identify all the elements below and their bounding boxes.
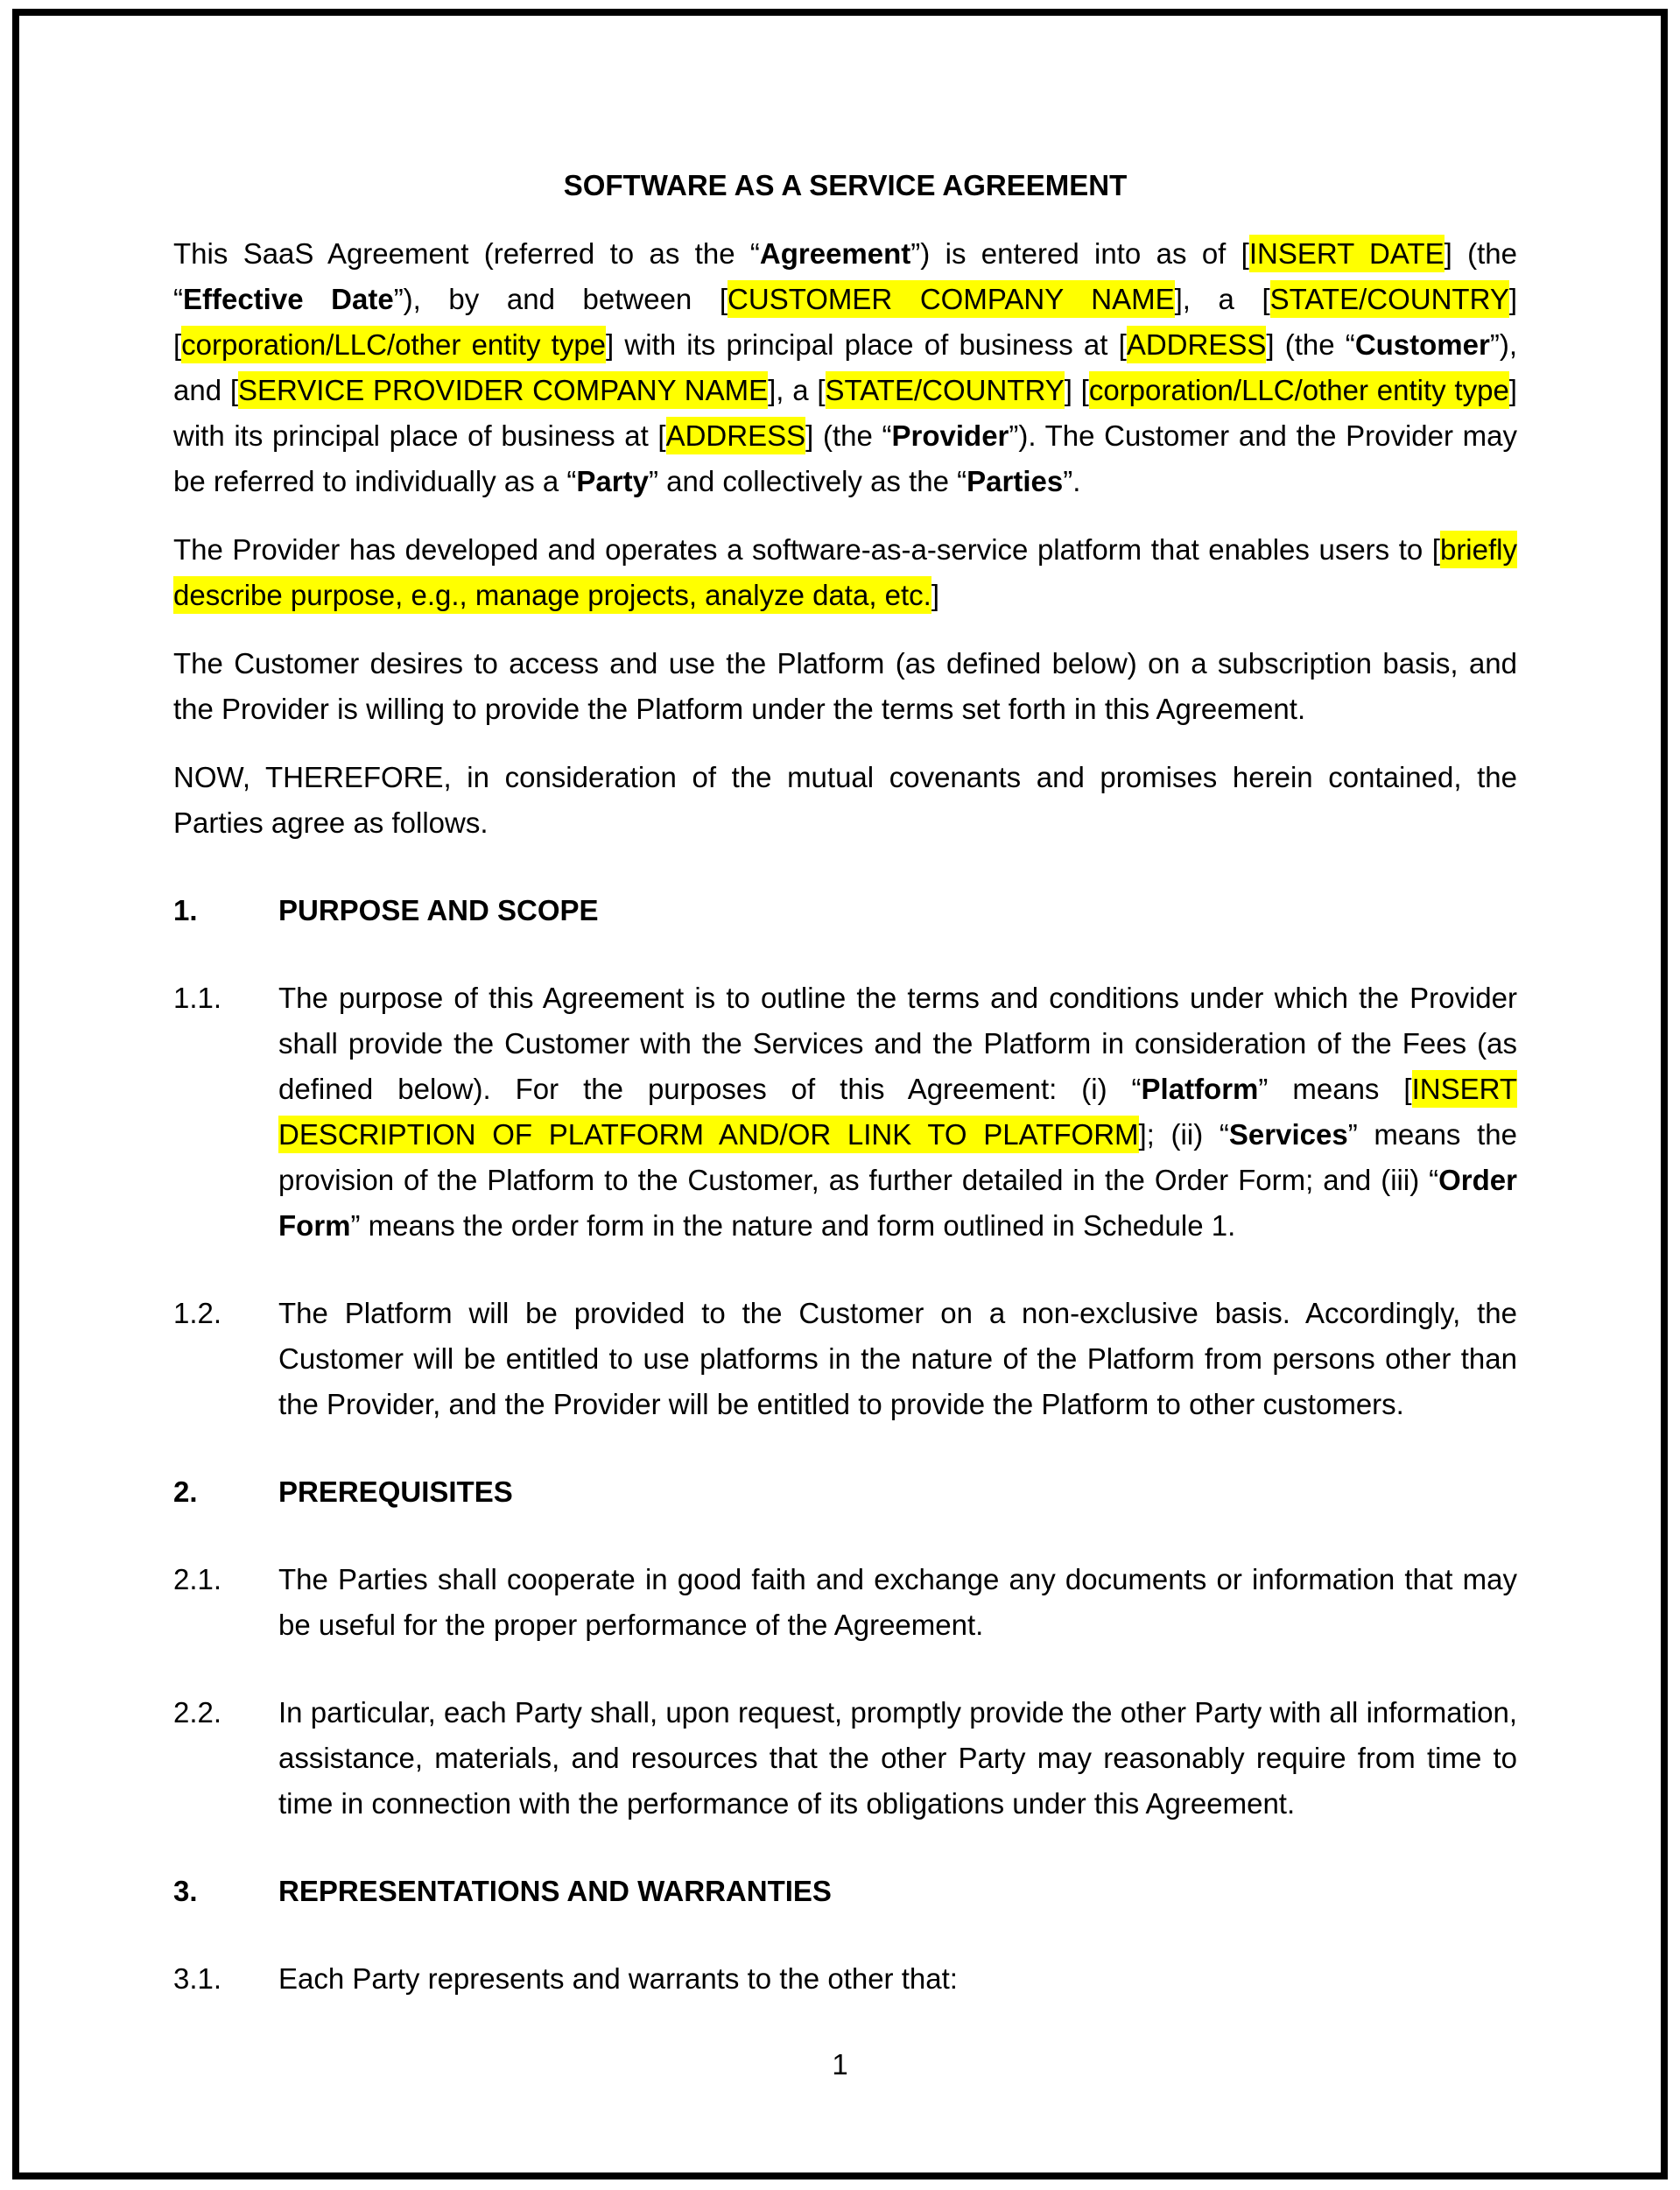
clause-3-1 <box>173 1956 1517 2002</box>
clause-number: 1.2. <box>173 1297 222 1329</box>
placeholder-highlight: corporation/LLC/other entity type <box>1089 371 1509 409</box>
section-heading-text: PURPOSE AND SCOPE <box>278 894 599 926</box>
placeholder-highlight: SERVICE PROVIDER COMPANY NAME <box>238 371 768 409</box>
placeholder-highlight: INSERT DATE <box>1249 235 1445 272</box>
body-text: The Provider has developed and operates a software-as-a-service platform that enables users to [ <box>173 533 1440 566</box>
body-text: ] (the “ <box>1266 328 1355 361</box>
body-text: The Parties shall cooperate in good faith and exchange any documents or information that may be useful for the proper performance of the Agreement. <box>278 1563 1517 1641</box>
placeholder-highlight: corporation/LLC/other entity type <box>181 326 606 363</box>
body-text: ”), by and between [ <box>393 283 728 315</box>
body-text: ] (the “ <box>805 419 892 452</box>
body-text: This SaaS Agreement (referred to as the “ <box>173 237 760 270</box>
body-text: The Platform will be provided to the Customer on a non-exclusive basis. Accordingly, the Customer will be entitled to use platforms in the nature of the Platform from persons other than the Provider, and the Provider will be entitled to provide the Platform to other customers. <box>278 1297 1517 1420</box>
document-title: SOFTWARE AS A SERVICE AGREEMENT <box>563 169 1128 201</box>
body-text: ], a [ <box>1174 283 1270 315</box>
clause-number: 1. <box>173 894 198 926</box>
defined-term: Order Form <box>278 1164 1517 1242</box>
section-heading-text: REPRESENTATIONS AND WARRANTIES <box>278 1875 832 1907</box>
section-heading-2 <box>173 1469 1517 1515</box>
body-text: ] <box>931 579 940 611</box>
body-text: Each Party represents and warrants to the other that: <box>278 1962 958 1995</box>
section-heading-1 <box>173 888 1517 933</box>
body-text: ] [ <box>1064 374 1089 406</box>
body-text: ” means the order form in the nature and form outlined in Schedule 1. <box>350 1209 1236 1242</box>
body-text: In particular, each Party shall, upon request, promptly provide the other Party with all information, assistance, materials, and resources that the other Party may reasonably require from time to time in connection with the performance of its obligations under this Agreement. <box>278 1696 1517 1820</box>
placeholder-highlight: CUSTOMER COMPANY NAME <box>728 280 1175 318</box>
placeholder-highlight: ADDRESS <box>1127 326 1267 363</box>
body-text: ”) is entered into as of [ <box>910 237 1249 270</box>
body-text: ], a [ <box>768 374 826 406</box>
defined-term: Parties <box>967 465 1064 497</box>
clause-number: 2. <box>173 1475 198 1508</box>
placeholder-highlight: STATE/COUNTRY <box>1270 280 1509 318</box>
page-number: 1 <box>832 2048 848 2081</box>
clause-number: 3. <box>173 1875 198 1907</box>
intro-paragraph-2 <box>173 527 1517 618</box>
body-text: ] (the “ <box>173 237 1517 315</box>
intro-paragraph-4 <box>173 755 1517 846</box>
placeholder-highlight: INSERT DESCRIPTION OF PLATFORM AND/OR LINK TO PLATFORM <box>278 1070 1517 1153</box>
clause-text <box>278 1557 1517 1648</box>
document-blocks <box>173 231 1517 2002</box>
section-heading-text: PREREQUISITES <box>278 1475 513 1508</box>
body-text: ] with its principal place of business at [ <box>173 374 1517 452</box>
document-content <box>173 163 1517 2002</box>
defined-term: Agreement <box>759 237 911 270</box>
body-text: ” means the provision of the Platform to the Customer, as further detailed in the Order Form; and (iii) “ <box>278 1118 1517 1196</box>
defined-term: Services <box>1228 1118 1348 1151</box>
intro-paragraph-1 <box>173 231 1517 504</box>
clause-text <box>278 975 1517 1249</box>
body-text: ] with its principal place of business at [ <box>606 328 1127 361</box>
body-text: ”), and [ <box>173 328 1517 406</box>
placeholder-highlight: ADDRESS <box>666 417 806 454</box>
body-text: The Customer desires to access and use the Platform (as defined below) on a subscription basis, and the Provider is willing to provide the Platform under the terms set forth in this Agreement. <box>173 647 1517 725</box>
body-text: ] [ <box>173 283 1517 361</box>
clause-number: 1.1. <box>173 982 222 1014</box>
clause-1-1 <box>173 975 1517 1249</box>
clause-text <box>278 1956 1517 2002</box>
placeholder-highlight: STATE/COUNTRY <box>826 371 1065 409</box>
defined-term: Customer <box>1354 328 1490 361</box>
clause-number: 3.1. <box>173 1962 222 1995</box>
clause-text <box>278 1291 1517 1427</box>
section-heading-3 <box>173 1869 1517 1914</box>
clause-number: 2.2. <box>173 1696 222 1729</box>
intro-paragraph-3 <box>173 641 1517 732</box>
defined-term: Effective Date <box>183 283 394 315</box>
body-text: ”. <box>1063 465 1081 497</box>
body-text: ” and collectively as the “ <box>648 465 967 497</box>
body-text: NOW, THEREFORE, in consideration of the mutual covenants and promises herein contained, the Parties agree as follows. <box>173 761 1517 839</box>
clause-2-1 <box>173 1557 1517 1648</box>
body-text: ]; (ii) “ <box>1138 1118 1229 1151</box>
body-text: ” means [ <box>1258 1073 1412 1105</box>
clause-text <box>278 1690 1517 1827</box>
clause-1-2 <box>173 1291 1517 1427</box>
body-text: ”). The Customer and the Provider may be referred to individually as a “ <box>173 419 1517 497</box>
clause-2-2 <box>173 1690 1517 1827</box>
body-text: The purpose of this Agreement is to outline the terms and conditions under which the Provider shall provide the Customer with the Services and the Platform in consideration of the Fees (as defined below). For the purposes of this Agreement: (i) “ <box>278 982 1517 1105</box>
placeholder-highlight: briefly describe purpose, e.g., manage projects, analyze data, etc. <box>173 531 1517 614</box>
defined-term: Party <box>576 465 649 497</box>
clause-number: 2.1. <box>173 1563 222 1595</box>
defined-term: Platform <box>1141 1073 1259 1105</box>
defined-term: Provider <box>891 419 1009 452</box>
